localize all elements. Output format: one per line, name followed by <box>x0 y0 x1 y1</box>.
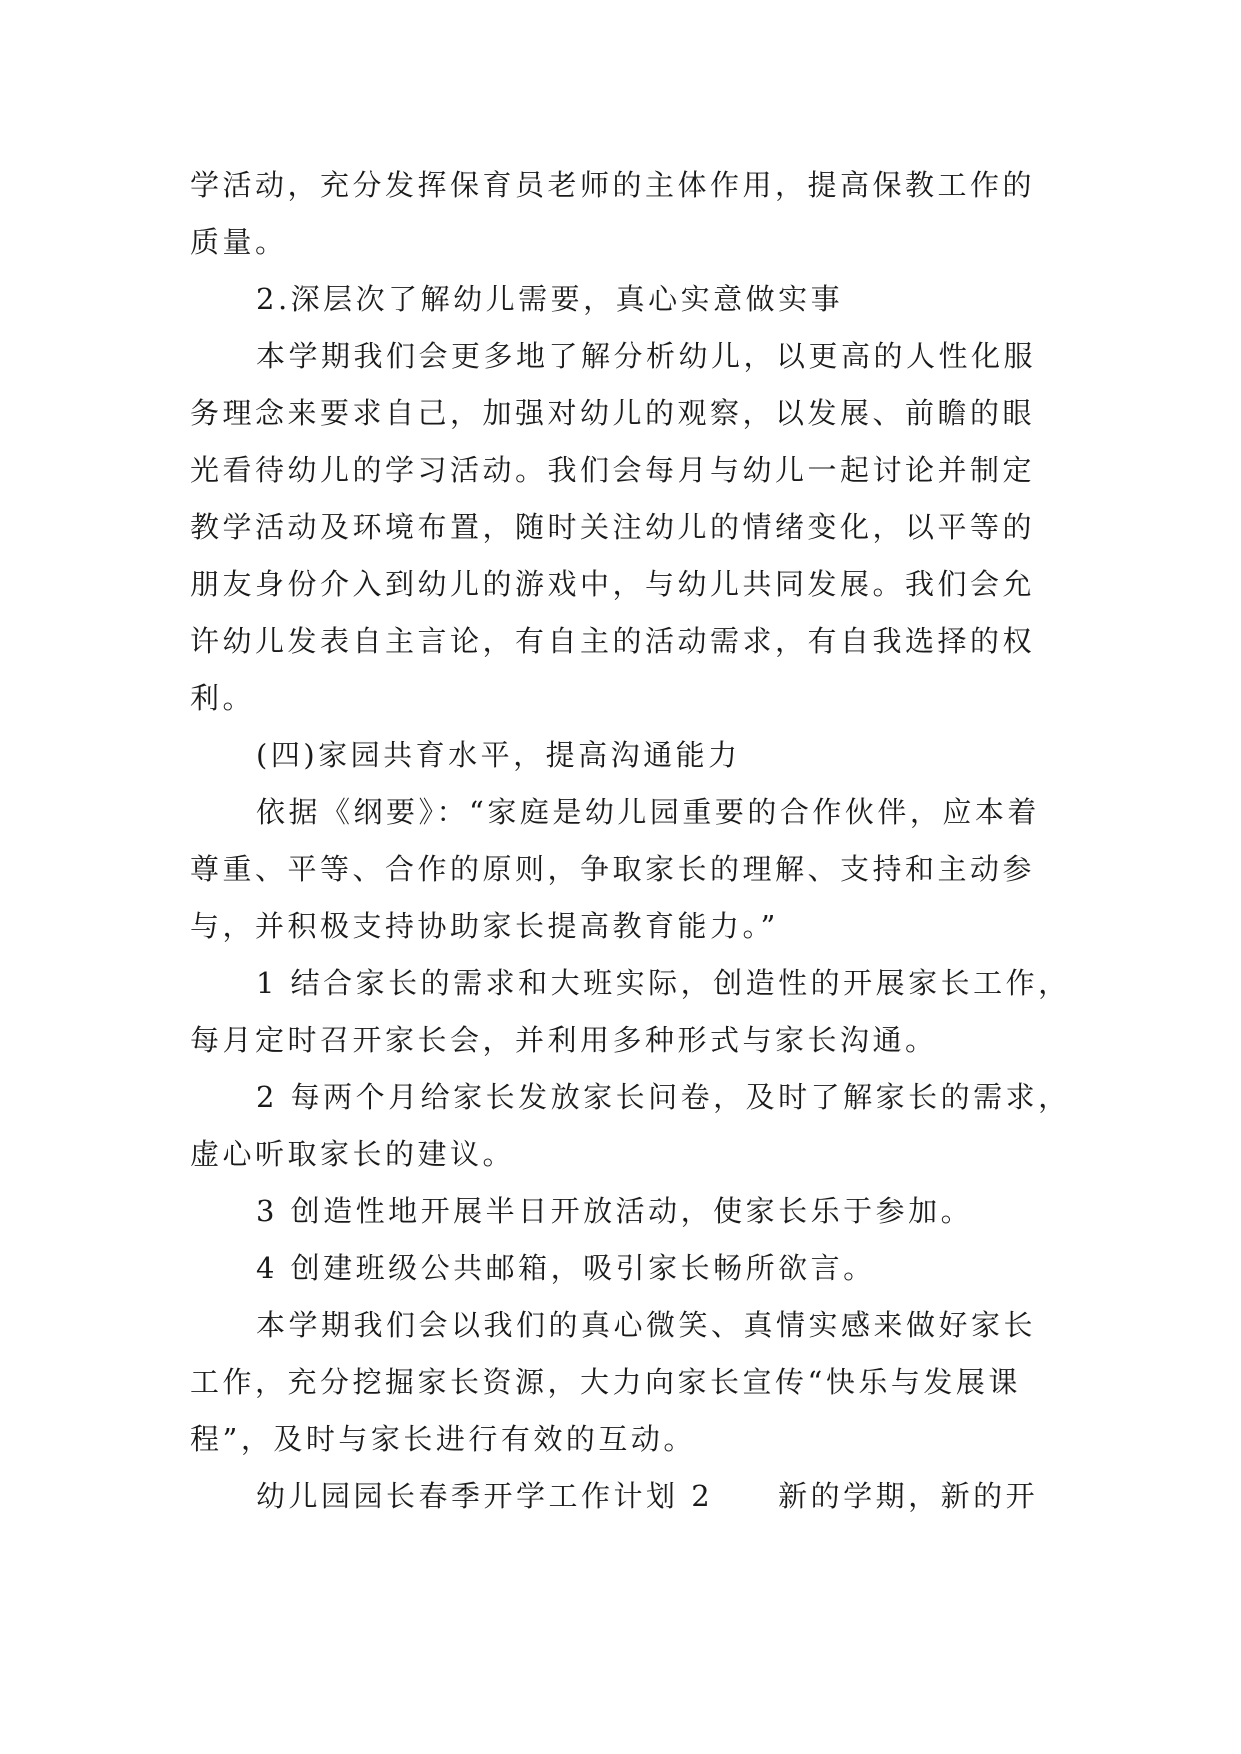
text-line: 虚心听取家长的建议。 <box>190 1137 516 1171</box>
text-line: 许幼儿发表自主言论，有自主的活动需求，有自我选择的权 <box>190 624 1036 658</box>
list-item: 3 创造性地开展半日开放活动，使家长乐于参加。 <box>256 1194 974 1228</box>
text-line: 光看待幼儿的学习活动。我们会每月与幼儿一起讨论并制定 <box>190 453 1036 487</box>
list-item: 1 结合家长的需求和大班实际，创造性的开展家长工作， <box>256 966 1071 1000</box>
text-line: 每月定时召开家长会，并利用多种形式与家长沟通。 <box>190 1023 938 1057</box>
section-heading: 2.深层次了解幼儿需要，真心实意做实事 <box>256 282 844 316</box>
text-line: 本学期我们会更多地了解分析幼儿，以更高的人性化服 <box>256 339 1037 373</box>
text-line: 幼儿园园长春季开学工作计划 2 新的学期，新的开 <box>256 1479 1039 1513</box>
text-line: 与，并积极支持协助家长提高教育能力。” <box>190 909 779 943</box>
text-line: 朋友身份介入到幼儿的游戏中，与幼儿共同发展。我们会允 <box>190 567 1036 601</box>
list-item: 4 创建班级公共邮箱，吸引家长畅所欲言。 <box>256 1251 876 1285</box>
list-item: 2 每两个月给家长发放家长问卷，及时了解家长的需求， <box>256 1080 1071 1114</box>
section-heading: (四)家园共育水平，提高沟通能力 <box>256 738 741 772</box>
text-line: 尊重、平等、合作的原则，争取家长的理解、支持和主动参 <box>190 852 1036 886</box>
text-line: 教学活动及环境布置，随时关注幼儿的情绪变化，以平等的 <box>190 510 1036 544</box>
text-line: 依据《纲要》：“家庭是幼儿园重要的合作伙伴，应本着 <box>256 795 1040 829</box>
text-line: 务理念来要求自己，加强对幼儿的观察，以发展、前瞻的眼 <box>190 396 1036 430</box>
text-line: 质量。 <box>190 225 288 259</box>
text-line: 本学期我们会以我们的真心微笑、真情实感来做好家长 <box>256 1308 1037 1342</box>
text-line: 学活动，充分发挥保育员老师的主体作用，提高保教工作的 <box>190 168 1036 202</box>
text-line: 利。 <box>190 681 256 715</box>
text-line: 程”，及时与家长进行有效的互动。 <box>190 1422 696 1456</box>
text-line: 工作，充分挖掘家长资源，大力向家长宣传“快乐与发展课 <box>190 1365 1021 1399</box>
